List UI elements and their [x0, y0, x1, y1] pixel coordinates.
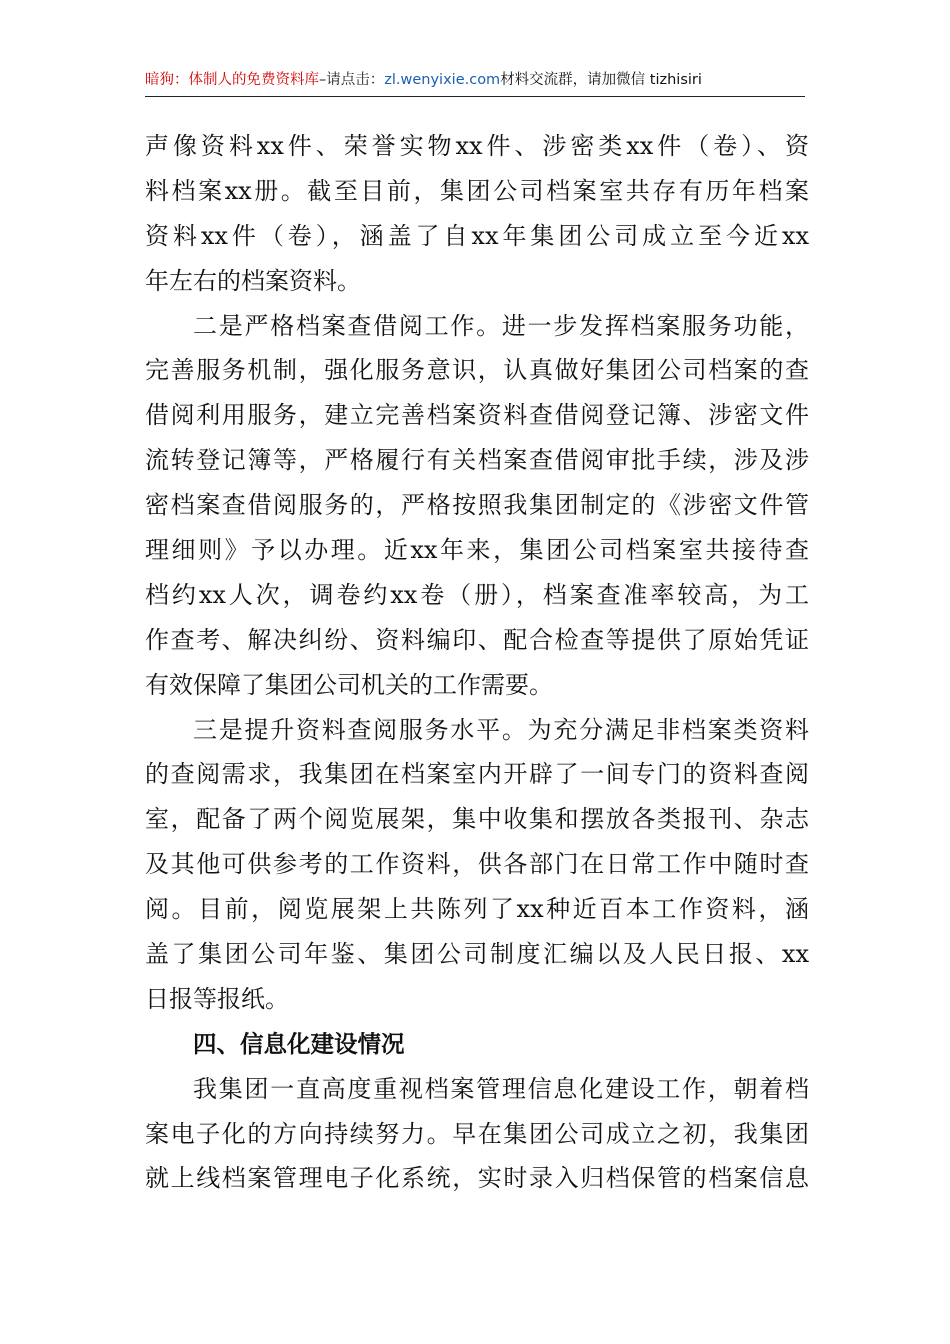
header-brand: 暗狗：体制人的免费资料库 [145, 72, 319, 88]
header-link[interactable]: zl.wenyixie.com [384, 72, 501, 88]
header-prompt: –请点击： [319, 72, 385, 88]
text-line: 室，配备了两个阅览展架，集中收集和摆放各类报刊、杂志 [145, 805, 809, 834]
text-line: 声像资料xx件、荣誉实物xx件、涉密类xx件（卷）、资 [145, 132, 809, 160]
text-line: 及其他可供参考的工作资料，供各部门在日常工作中随时查 [145, 850, 809, 879]
page-header [145, 66, 805, 97]
text-line: 有效保障了集团公司机关的工作需要。 [145, 670, 553, 699]
text-line: 就上线档案管理电子化系统，实时录入归档保管的档案信息 [145, 1164, 809, 1193]
text-line: 流转登记簿等，严格履行有关档案查借阅审批手续，涉及涉 [145, 446, 809, 475]
text-line: 的查阅需求，我集团在档案室内开辟了一间专门的资料查阅 [145, 760, 809, 789]
document-body [145, 124, 809, 1201]
text-line: 密档案查借阅服务的，严格按照我集团制定的《涉密文件管 [145, 491, 809, 520]
text-line: 完善服务机制，强化服务意识，认真做好集团公司档案的查 [145, 356, 809, 385]
text-line: 阅。目前，阅览展架上共陈列了xx种近百本工作资料，涵 [145, 895, 809, 924]
text-line: 案电子化的方向持续努力。早在集团公司成立之初，我集团 [145, 1119, 809, 1148]
text-line: 资料xx件（卷），涵盖了自xx年集团公司成立至今近xx [145, 221, 809, 250]
paragraph-first-line: 二是严格档案查借阅工作。进一步发挥档案服务功能， [193, 311, 809, 340]
text-line: 日报等报纸。 [145, 984, 289, 1013]
text-line: 作查考、解决纠纷、资料编印、配合检查等提供了原始凭证 [145, 625, 809, 654]
text-line: 理细则》予以办理。近xx年来，集团公司档案室共接待查 [145, 536, 809, 565]
paragraph-first-line: 我集团一直高度重视档案管理信息化建设工作，朝着档 [193, 1074, 809, 1103]
header-contact: 材料交流群，请加微信 tizhisiri [500, 72, 702, 88]
section-heading: 四、信息化建设情况 [193, 1029, 405, 1058]
text-line: 料档案xx册。截至目前，集团公司档案室共存有历年档案 [145, 176, 809, 205]
text-line: 档约xx人次，调卷约xx卷（册），档案查准率较高，为工 [145, 580, 809, 609]
paragraph-first-line: 三是提升资料查阅服务水平。为充分满足非档案类资料 [193, 715, 809, 744]
text-line: 盖了集团公司年鉴、集团公司制度汇编以及人民日报、xx [145, 940, 809, 969]
text-line: 年左右的档案资料。 [145, 266, 361, 295]
text-line: 借阅利用服务，建立完善档案资料查借阅登记簿、涉密文件 [145, 401, 809, 430]
